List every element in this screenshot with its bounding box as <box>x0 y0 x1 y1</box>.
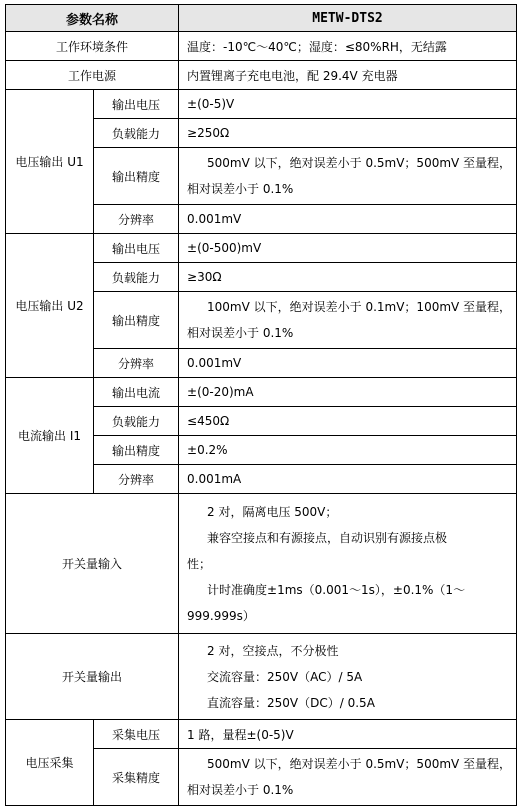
table-row <box>6 720 517 749</box>
u2-group-label: 电压输出 U2 <box>6 234 94 378</box>
vcollect-accuracy-line1: 500mV 以下，绝对误差小于 0.5mV；500mV 至量程， <box>207 757 512 771</box>
u2-output-voltage-label: 输出电压 <box>94 234 179 263</box>
switch-input-line3: 性； <box>187 556 212 571</box>
u2-accuracy-label: 输出精度 <box>94 292 179 349</box>
power-label: 工作电源 <box>6 61 179 90</box>
switch-input-line5: 999.999s） <box>187 608 255 623</box>
u1-output-voltage-value: ±(0-5)V <box>179 90 517 119</box>
switch-input-line1: 2 对，隔离电压 500V； <box>207 504 338 519</box>
u1-accuracy-label: 输出精度 <box>94 148 179 205</box>
table-row <box>6 378 517 407</box>
i1-accuracy-value: ±0.2% <box>179 436 517 465</box>
u1-load-value: ≥250Ω <box>179 119 517 148</box>
header-param-name: 参数名称 <box>6 5 179 32</box>
switch-input-line4: 计时准确度±1ms（0.001～1s），±0.1%（1～ <box>207 582 466 597</box>
i1-resolution-label: 分辨率 <box>94 465 179 494</box>
switch-output-line1: 2 对，空接点，不分极性 <box>207 643 339 658</box>
switch-input-line2: 兼容空接点和有源接点，自动识别有源接点极 <box>207 530 448 545</box>
u2-load-value: ≥30Ω <box>179 263 517 292</box>
table-row <box>6 61 517 90</box>
u1-load-label: 负载能力 <box>94 119 179 148</box>
i1-load-label: 负载能力 <box>94 407 179 436</box>
u1-accuracy-line1: 500mV 以下，绝对误差小于 0.5mV；500mV 至量程， <box>207 156 512 170</box>
u1-group-label: 电压输出 U1 <box>6 90 94 234</box>
switch-input-value <box>179 494 517 634</box>
table-row <box>6 634 517 720</box>
table-row <box>6 32 517 61</box>
vcollect-group-label: 电压采集 <box>6 720 94 806</box>
switch-output-label: 开关量输出 <box>6 634 179 720</box>
u1-resolution-label: 分辨率 <box>94 205 179 234</box>
vcollect-voltage-value: 1 路，量程±(0-5)V <box>179 720 517 749</box>
vcollect-accuracy-value <box>179 749 517 806</box>
switch-output-line2: 交流容量：250V（AC）/ 5A <box>207 669 363 684</box>
u2-accuracy-value <box>179 292 517 349</box>
u2-resolution-label: 分辨率 <box>94 349 179 378</box>
u1-output-voltage-label: 输出电压 <box>94 90 179 119</box>
u1-accuracy-value <box>179 148 517 205</box>
u2-load-label: 负载能力 <box>94 263 179 292</box>
u2-resolution-value: 0.001mV <box>179 349 517 378</box>
switch-output-value <box>179 634 517 720</box>
switch-output-line3: 直流容量：250V（DC）/ 0.5A <box>207 695 375 710</box>
vcollect-accuracy-line2: 相对误差小于 0.1% <box>187 783 294 797</box>
env-label: 工作环境条件 <box>6 32 179 61</box>
table-header-row <box>6 5 517 32</box>
table-row <box>6 90 517 119</box>
i1-output-current-label: 输出电流 <box>94 378 179 407</box>
switch-input-label: 开关量输入 <box>6 494 179 634</box>
i1-accuracy-label: 输出精度 <box>94 436 179 465</box>
u2-accuracy-line1: 100mV 以下，绝对误差小于 0.1mV；100mV 至量程， <box>207 300 512 314</box>
i1-load-value: ≤450Ω <box>179 407 517 436</box>
table-row <box>6 494 517 634</box>
power-value: 内置锂离子充电电池，配 29.4V 充电器 <box>179 61 517 90</box>
header-model: METW-DTS2 <box>179 5 517 32</box>
u2-output-voltage-value: ±(0-500)mV <box>179 234 517 263</box>
table-row <box>6 234 517 263</box>
i1-resolution-value: 0.001mA <box>179 465 517 494</box>
u2-accuracy-line2: 相对误差小于 0.1% <box>187 326 294 340</box>
i1-group-label: 电流输出 I1 <box>6 378 94 494</box>
i1-output-current-value: ±(0-20)mA <box>179 378 517 407</box>
u1-resolution-value: 0.001mV <box>179 205 517 234</box>
u1-accuracy-line2: 相对误差小于 0.1% <box>187 182 294 196</box>
vcollect-accuracy-label: 采集精度 <box>94 749 179 806</box>
spec-table <box>5 4 517 806</box>
vcollect-voltage-label: 采集电压 <box>94 720 179 749</box>
env-value: 温度：-10℃～40℃；湿度：≤80%RH，无结露 <box>179 32 517 61</box>
